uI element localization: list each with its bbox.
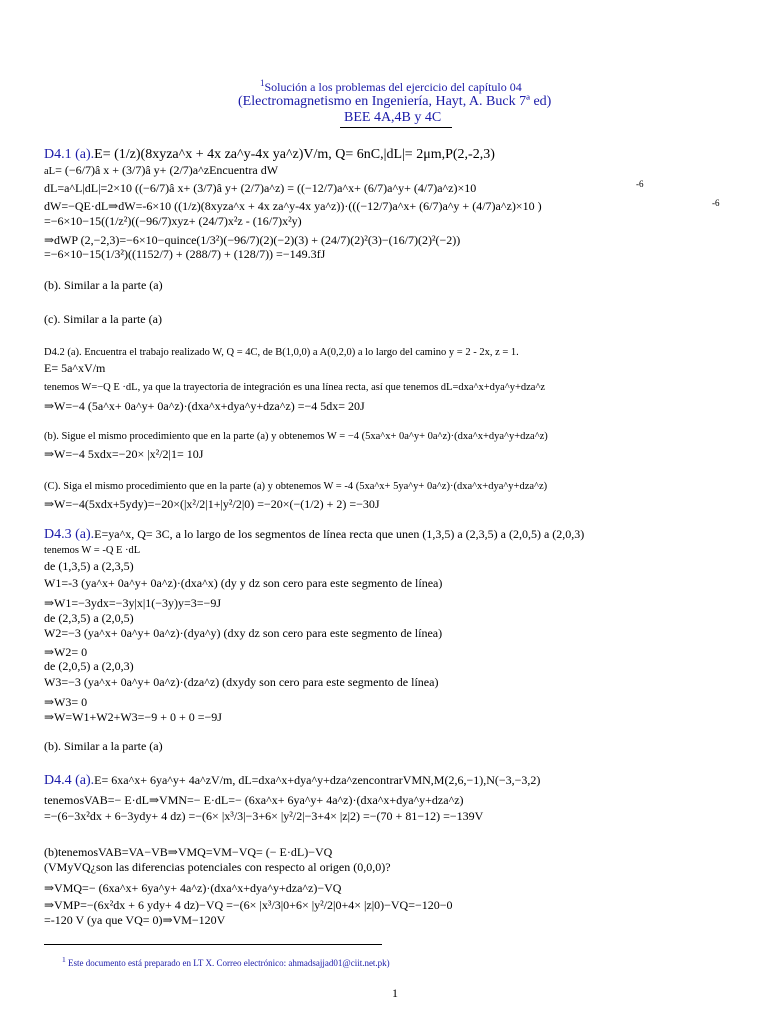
d41-part-b: (b). Similar a la parte (a): [44, 278, 163, 292]
d43-line-10: W3=−3 (ya^x+ 0a^y+ 0a^z)·(dza^z) (dxydy son cero para este segmento de línea): [44, 675, 439, 689]
d41-part-c: (c). Similar a la parte (a): [44, 312, 162, 326]
d43-line-1: D4.3 (a).E=ya^x, Q= 3C, a lo largo de los segmentos de línea recta que unen (1,3,5) a (2,3,5) a (2,0,5) a (2,0,3): [44, 527, 585, 542]
d43-line-8: ⇒W2= 0: [44, 645, 88, 659]
page-number: 1: [392, 986, 398, 1000]
d41-line-6: ⇒dWP (2,−2,3)=−6×10−quince(1/3²)(−96/7)(2)(−2)(3) + (24/7)(2)²(3)−(16/7)(2)²(−2)): [44, 233, 461, 247]
d43-line-9: de (2,0,5) a (2,0,3): [44, 659, 134, 673]
d44-line-2: tenemosVAB=− E·dL⇒VMN=− E·dL=− (6xa^x+ 6ya^y+ 4a^z)·(dxa^x+dya^y+dza^z): [44, 793, 464, 807]
d43-part-b: (b). Similar a la parte (a): [44, 739, 163, 753]
d42-line-6: ⇒W=−4 5xdx=−20× |x²/2|1= 10J: [44, 447, 204, 461]
d43-line-11: ⇒W3= 0: [44, 695, 88, 709]
footnote-marker: 1: [260, 78, 265, 88]
d44-heading: D4.4 (a).: [44, 773, 95, 788]
d43-line-7: W2=−3 (ya^x+ 0a^y+ 0a^z)·(dya^y) (dxy dz son cero para este segmento de línea): [44, 626, 443, 640]
d43-line-5: ⇒W1=−3ydx=−3y|x|1(−3y)y=3=−9J: [44, 596, 221, 610]
d43-heading: D4.3 (a).: [44, 527, 95, 542]
d43-line-4: W1=-3 (ya^x+ 0a^y+ 0a^z)·(dxa^x) (dy y dz son cero para este segmento de línea): [44, 576, 443, 590]
d44-line-4: (b)tenemosVAB=VA−VB⇒VMQ=VM−VQ= (− E·dL)−VQ: [44, 845, 333, 859]
header-line-1: $^1$Solución a los problemas del ejercicio del capítulo 04: [260, 78, 522, 94]
d42-line-8: ⇒W=−4(5xdx+5ydy)=−20×(|x²/2|1+|y²/2|0) =−20×(−(1/2) + 2) =−30J: [44, 497, 380, 511]
d43-line-3: de (1,3,5) a (2,3,5): [44, 559, 134, 573]
d41-line-1: D4.1 (a).E= (1/z)(8xyza^x + 4x za^y-4x ya^z)V/m, Q= 6nC,|dL|= 2μm,P(2,-2,3): [44, 147, 495, 162]
d43-line-12: ⇒W=W1+W2+W3=−9 + 0 + 0 =−9J: [44, 710, 222, 724]
d44-line-1: D4.4 (a).E= 6xa^x+ 6ya^y+ 4a^zV/m, dL=dxa^x+dya^y+dza^zencontrarVMN,M(2,6,−1),N(−3,−3,2): [44, 773, 541, 788]
d41-heading: D4.1 (a).: [44, 147, 95, 162]
d41-line-2: aL= (−6/7)â x + (3/7)â y+ (2/7)a^zEncuentra dW: [44, 163, 279, 177]
d44-line-7: ⇒VMP=−(6x²dx + 6 ydy+ 4 dz)−VQ =−(6× |x³/3|0+6× |y²/2|0+4× |z|0)−VQ=−120−0: [44, 898, 453, 912]
d44-line-5: (VMyVQ¿son las diferencias potenciales con respecto al origen (0,0,0)?: [44, 860, 391, 874]
d42-line-2: E= 5a^xV/m: [44, 361, 106, 375]
d41-line-7: =−6×10−15(1/3²)((1152/7) + (288/7) + (128/7)) =−149.3fJ: [44, 247, 326, 261]
d44-line-3: =−(6−3x²dx + 6−3ydy+ 4 dz) =−(6× |x³/3|−3+6× |y²/2|−3+4× |z|2) =−(70 + 81−12) =−139V: [44, 809, 484, 823]
header-underline: [340, 127, 452, 128]
header-line-2: (Electromagnetismo en Ingeniería, Hayt, A. Buck 7ª ed): [238, 94, 552, 109]
header-line-3: BEE 4A,4B y 4C: [344, 110, 442, 125]
d42-line-5: (b). Sigue el mismo procedimiento que en la parte (a) y obtenemos W = −4 (5xa^x+ 0a^y+ 0a^z)·(dxa^x+dya^y+dza^z): [44, 431, 548, 442]
d44-line-8: =-120 V (ya que VQ= 0)⇒VM−120V: [44, 913, 226, 927]
d41-line-4: dW=−QE·dL⇒dW=-6×10 ((1/z)(8xyza^x + 4x za^y-4x ya^z))·(((−12/7)a^x+ (6/7)a^y + (4/7)a^z)×10 ): [44, 199, 542, 213]
d43-line-2: tenemos W = -Q E ·dL: [44, 545, 141, 556]
footnote-mark: 1: [62, 955, 66, 964]
d43-line-6: de (2,3,5) a (2,0,5): [44, 611, 134, 625]
d44-line-6: ⇒VMQ=− (6xa^x+ 6ya^y+ 4a^z)·(dxa^x+dya^y+dza^z)−VQ: [44, 881, 342, 895]
d42-line-3: tenemos W=−Q E ·dL, ya que la trayectoria de integración es una línea recta, así que tenemos dL=dxa^x+dya^y+dza^z: [44, 382, 546, 393]
d42-line-7: (C). Siga el mismo procedimiento que en la parte (a) y obtenemos W = -4 (5xa^x+ 5ya^y+ 0a^z)·(dxa^x+dya^y+dza^z): [44, 481, 548, 492]
d42-line-1: D4.2 (a). Encuentra el trabajo realizado W, Q = 4C, de B(1,0,0) a A(0,2,0) a lo largo del camino y = 2 - 2x, z = 1.: [44, 347, 519, 358]
d41-line-5: =−6×10−15((1/z²)((−96/7)xyz+ (24/7)x²z - (16/7)x²y): [44, 214, 302, 228]
d41-line-3: dL=a^L|dL|=2×10 ((−6/7)â x+ (3/7)â y+ (2/7)a^z) = ((−12/7)a^x+ (6/7)a^y+ (4/7)a^z)×10: [44, 181, 477, 195]
d42-line-4: ⇒W=−4 (5a^x+ 0a^y+ 0a^z)·(dxa^x+dya^y+dza^z) =−4 5dx= 20J: [44, 399, 365, 413]
footnote-rule: [44, 944, 382, 945]
d41-line-3-exponent: -6: [636, 179, 644, 189]
footnote: $^1$ Este documento está preparado en LT X. Correo electrónico: ahmadsajjad01@ciit.net.pk): [62, 955, 390, 968]
d41-line-4-exponent: -6: [712, 198, 720, 208]
